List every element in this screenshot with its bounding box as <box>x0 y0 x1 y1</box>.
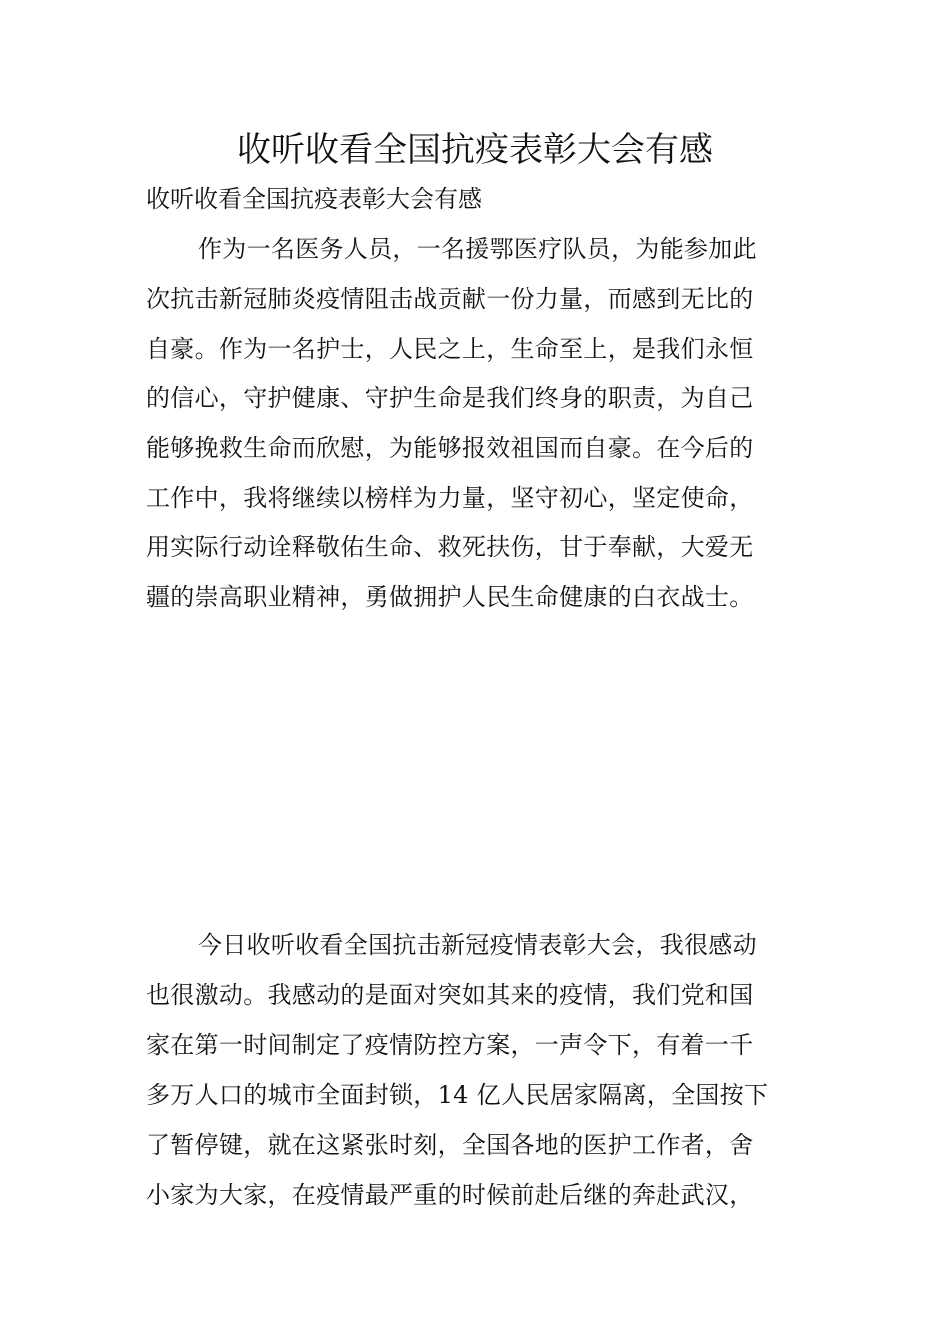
document-title: 收听收看全国抗疫表彰大会有感 <box>237 130 713 170</box>
paragraph-line: 的信心，守护健康、守护生命是我们终身的职责，为自己 <box>146 384 754 412</box>
paragraph-line: 小家为大家，在疫情最严重的时候前赴后继的奔赴武汉， <box>146 1181 754 1209</box>
paragraph-line: 能够挽救生命而欣慰，为能够报效祖国而自豪。在今后的 <box>146 434 754 462</box>
paragraph-line: 疆的崇高职业精神，勇做拥护人民生命健康的白衣战士。 <box>146 583 754 611</box>
paragraph-line: 作为一名医务人员，一名援鄂医疗队员，为能参加此 <box>198 235 757 263</box>
paragraph-line: 了暂停键，就在这紧张时刻，全国各地的医护工作者，舍 <box>146 1131 754 1159</box>
paragraph-line: 工作中，我将继续以榜样为力量，坚守初心，坚定使命， <box>146 484 754 512</box>
paragraph-line: 自豪。作为一名护士，人民之上，生命至上，是我们永恒 <box>146 335 754 363</box>
document-subtitle: 收听收看全国抗疫表彰大会有感 <box>146 185 482 213</box>
paragraph-line: 次抗击新冠肺炎疫情阻击战贡献一份力量，而感到无比的 <box>146 285 754 313</box>
paragraph-line: 也很激动。我感动的是面对突如其来的疫情，我们党和国 <box>146 981 754 1009</box>
paragraph-line: 多万人口的城市全面封锁，14 亿人民居家隔离，全国按下 <box>146 1081 769 1109</box>
paragraph-line: 家在第一时间制定了疫情防控方案，一声令下，有着一千 <box>146 1031 754 1059</box>
paragraph-line: 用实际行动诠释敬佑生命、救死扶伤，甘于奉献，大爱无 <box>146 533 754 561</box>
paragraph-line: 今日收听收看全国抗击新冠疫情表彰大会，我很感动 <box>198 931 757 959</box>
